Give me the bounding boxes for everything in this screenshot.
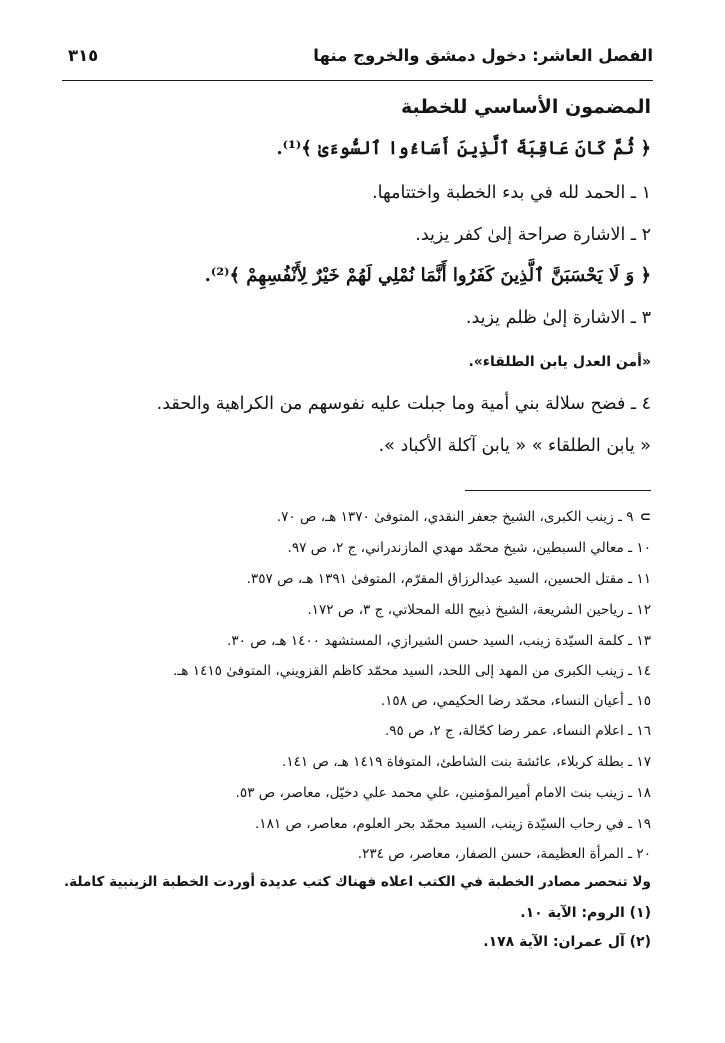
page-number: ٣١٥ [68, 46, 99, 65]
chapter-title: الفصل العاشر: دخول دمشق والخروج منها [313, 46, 653, 65]
running-header [62, 44, 653, 81]
section-heading: المضمون الأساسي للخطبة [401, 96, 651, 118]
reference-item: ١٢ ـ رياحين الشريعة، الشيخ ذبيح الله المحلاتي، ج ٣، ص ١٧٢. [307, 602, 651, 618]
reference-marker-icon: ⊃ [639, 509, 651, 525]
reference-item: ١٥ ـ أعيان النساء، محمّد رضا الحكيمي، ص ١٥٨. [380, 693, 651, 709]
reference-item [51, 509, 651, 525]
reference-item: ١٨ ـ زينب بنت الامام أميرالمؤمنين، علي محمد علي دخيّل، معاصر، ص ٥٣. [235, 785, 651, 801]
footnote-1: (١) الروم: الآية ١٠. [520, 905, 651, 921]
reference-item: ١٧ ـ بطلة كربلاء، عائشة بنت الشاطئ، المتوفاة ١٤١٩ هـ، ص ١٤١. [282, 754, 651, 770]
quranic-verse-2: ﴿ وَ لَا يَحْسَبَنَّ ٱلَّذِينَ كَفَرُوا أَنَّمَا نُمْلِي لَهُمْ خَيْرٌ لِأَنْفُسِهِمْ ﴾⁽²⁾. [204, 265, 651, 286]
point-3: ٣ ـ الاشارة إلىٰ ظلم يزيد. [465, 308, 651, 328]
point-2: ٢ ـ الاشارة صراحة إلىٰ كفر يزيد. [415, 225, 651, 245]
footnote-2: (٢) آل عمران: الآية ١٧٨. [483, 934, 651, 950]
reference-text: ٩ ـ زينب الكبرى، الشيخ جعفر النقدي، المتوفىٰ ١٣٧٠ هـ، ص ٧٠. [276, 509, 634, 525]
references-closing-note: ولا تنحصر مصادر الخطبة في الكتب اعلاه فهناك كتب عديدة أوردت الخطبة الزينبية كاملة. [64, 874, 651, 890]
quranic-verse-1: ﴿ ثُمَّ كَانَ عَاقِبَةَ ٱلَّذِينَ أَسَاءُوا ٱلسُّوءَىٰ ﴾⁽¹⁾. [276, 138, 651, 159]
quote-line: « يابن الطلقاء » « يابن آكلة الأكباد ». [378, 436, 651, 456]
point-4: ٤ ـ فضح سلالة بني أمية وما جبلت عليه نفوسهم من الكراهية والحقد. [156, 394, 651, 414]
footnote-separator [465, 490, 651, 491]
reference-item: ١٣ ـ كلمة السيّدة زينب، السيد حسن الشيرازي، المستشهد ١٤٠٠ هـ، ص ٣٠. [227, 633, 651, 649]
reference-item: ١٠ ـ معالي السبطين، شيخ محمّد مهدي المازندراني، ج ٢، ص ٩٧. [287, 540, 651, 556]
reference-item: ١٦ ـ اعلام النساء، عمر رضا كحّالة، ج ٢، ص ٩٥. [384, 723, 651, 739]
quoted-subheading: «أمن العدل يابن الطلقاء». [468, 354, 651, 370]
reference-item: ١٤ ـ زينب الكبرى من المهد إلى اللحد، السيد محمّد كاظم القزويني، المتوفىٰ ١٤١٥ هـ. [172, 663, 651, 679]
point-1: ١ ـ الحمد لله في بدء الخطبة واختتامها. [372, 183, 651, 203]
reference-item: ١١ ـ مقتل الحسين، السيد عبدالرزاق المقرّم، المتوفىٰ ١٣٩١ هـ، ص ٣٥٧. [246, 571, 651, 587]
reference-item: ٢٠ ـ المرأة العظيمة، حسن الصفار، معاصر، ص ٢٣٤. [357, 846, 651, 862]
reference-item: ١٩ ـ في رحاب السيّدة زينب، السيد محمّد بحر العلوم، معاصر، ص ١٨١. [254, 816, 651, 832]
